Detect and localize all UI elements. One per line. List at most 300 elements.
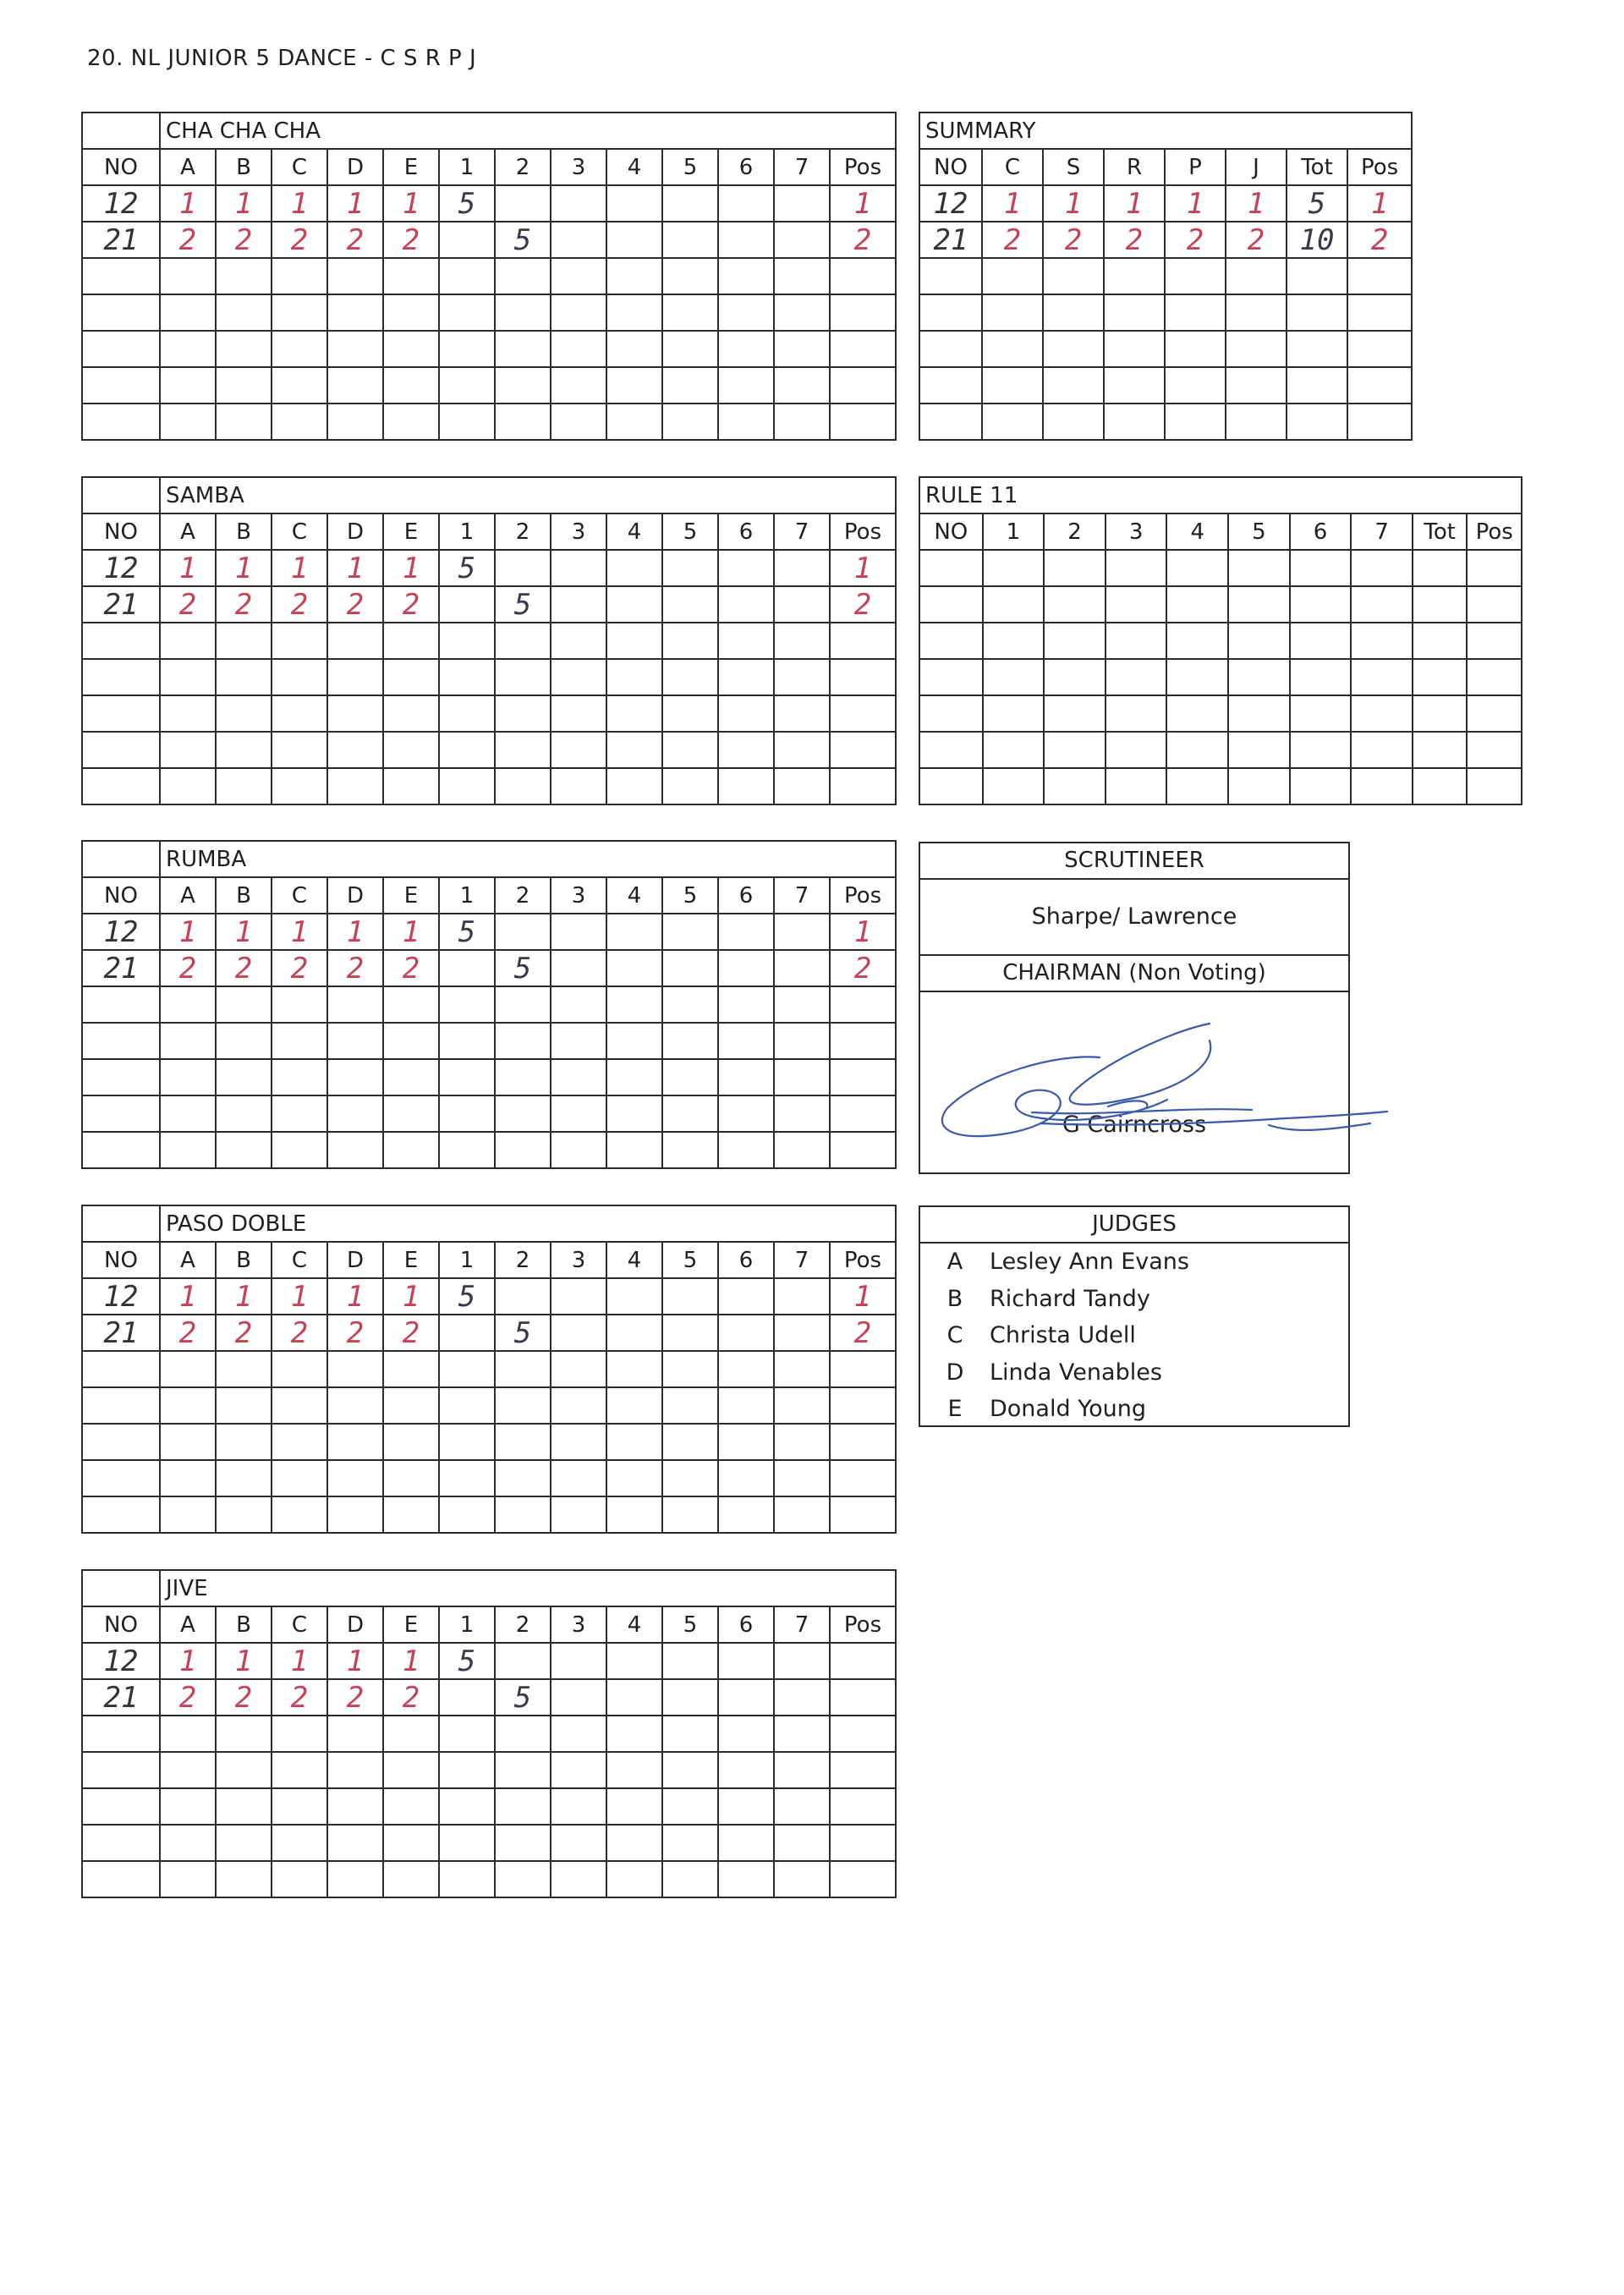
column-header: P: [1165, 149, 1226, 185]
table-cell: 1: [327, 185, 383, 222]
table-cell: [718, 294, 774, 331]
column-header: 2: [495, 1242, 551, 1278]
table-cell: [1351, 586, 1413, 623]
table-cell: [439, 294, 495, 331]
dance-table-jive: [81, 1569, 897, 1898]
table-cell: [495, 1788, 551, 1825]
table-cell: [606, 659, 662, 695]
table-cell: [216, 1424, 272, 1460]
table-cell: [606, 367, 662, 404]
table-cell: [1413, 659, 1468, 695]
table-cell: [774, 950, 830, 986]
table-cell: [82, 1825, 160, 1861]
table-cell: [383, 1788, 439, 1825]
table-cell: [160, 1825, 216, 1861]
table-cell: 12: [919, 185, 982, 222]
table-cell: [1106, 732, 1167, 768]
table-cell: [383, 1059, 439, 1095]
column-header: 2: [495, 1606, 551, 1643]
table-cell: [774, 367, 830, 404]
table-row: [82, 768, 896, 804]
table-cell: [216, 768, 272, 804]
table-cell: [495, 1278, 551, 1315]
table-cell: [551, 1095, 606, 1132]
table-row: [82, 404, 896, 440]
table-cell: 5: [439, 914, 495, 950]
table-cell: [82, 404, 160, 440]
table-cell: [718, 1315, 774, 1351]
table-cell: [272, 331, 327, 367]
table-cell: [383, 732, 439, 768]
table-cell: [160, 1059, 216, 1095]
table-cell: [439, 222, 495, 258]
table-cell: [606, 1424, 662, 1460]
table-cell: 5: [495, 950, 551, 986]
table-cell: [919, 659, 983, 695]
table-cell: [982, 404, 1043, 440]
table-cell: [774, 623, 830, 659]
table-cell: [774, 1059, 830, 1095]
table-cell: [662, 404, 718, 440]
column-header: NO: [82, 1242, 160, 1278]
table-row: [82, 1315, 896, 1351]
table-cell: [774, 1679, 830, 1716]
column-header: C: [272, 1242, 327, 1278]
table-row: [82, 986, 896, 1023]
table-row: [82, 1132, 896, 1168]
table-cell: [1106, 623, 1167, 659]
table-cell: [718, 1023, 774, 1059]
table-cell: 2: [982, 222, 1043, 258]
table-cell: [774, 1788, 830, 1825]
table-cell: [662, 1023, 718, 1059]
table-cell: [983, 695, 1045, 732]
table-row: [82, 331, 896, 367]
table-cell: [1106, 695, 1167, 732]
table-cell: 2: [1226, 222, 1287, 258]
table-cell: [606, 732, 662, 768]
table-cell: [439, 404, 495, 440]
table-cell: [160, 659, 216, 695]
table-cell: [439, 986, 495, 1023]
table-cell: 1: [1043, 185, 1104, 222]
table-cell: [272, 1023, 327, 1059]
table-cell: [82, 695, 160, 732]
dance-name: JIVE: [160, 1570, 896, 1606]
column-header: E: [383, 513, 439, 550]
table-cell: [272, 294, 327, 331]
table-cell: [662, 1679, 718, 1716]
table-cell: [1044, 659, 1106, 695]
judge-name: Lesley Ann Evans: [990, 1249, 1189, 1275]
table-cell: [1351, 695, 1413, 732]
table-cell: [919, 331, 982, 367]
table-cell: [774, 1643, 830, 1679]
column-header: A: [160, 877, 216, 914]
table-cell: [160, 1095, 216, 1132]
table-cell: [774, 1023, 830, 1059]
column-header: C: [272, 1606, 327, 1643]
table-cell: [495, 1424, 551, 1460]
table-cell: 1: [830, 914, 896, 950]
table-cell: [160, 1496, 216, 1533]
table-cell: [1467, 732, 1522, 768]
table-cell: [272, 1095, 327, 1132]
table-cell: [774, 222, 830, 258]
table-cell: [551, 586, 606, 623]
column-header: NO: [919, 149, 982, 185]
table-cell: [327, 1825, 383, 1861]
table-cell: [830, 1387, 896, 1424]
table-cell: [439, 1095, 495, 1132]
table-cell: [160, 695, 216, 732]
table-cell: [606, 695, 662, 732]
table-cell: [551, 1861, 606, 1897]
table-cell: [327, 986, 383, 1023]
table-cell: [272, 1351, 327, 1387]
table-cell: [439, 1351, 495, 1387]
table-cell: [160, 1023, 216, 1059]
judges-label: JUDGES: [920, 1207, 1348, 1244]
table-cell: [718, 695, 774, 732]
table-cell: [383, 1752, 439, 1788]
table-cell: 1: [383, 185, 439, 222]
column-header: 5: [662, 1242, 718, 1278]
chairman-signature: [930, 1007, 1404, 1167]
table-cell: [495, 1643, 551, 1679]
table-cell: 1: [1104, 185, 1165, 222]
table-cell: [662, 294, 718, 331]
table-cell: [82, 1387, 160, 1424]
table-cell: [774, 1825, 830, 1861]
table-row: [82, 1278, 896, 1315]
table-cell: [718, 1387, 774, 1424]
table-cell: [606, 1861, 662, 1897]
table-cell: [774, 294, 830, 331]
table-cell: [919, 258, 982, 294]
table-cell: [830, 1679, 896, 1716]
table-row: [919, 294, 1412, 331]
table-cell: [551, 404, 606, 440]
table-cell: 2: [327, 222, 383, 258]
table-cell: [160, 1387, 216, 1424]
table-cell: [774, 1315, 830, 1351]
column-header: 3: [551, 1242, 606, 1278]
column-header: E: [383, 1606, 439, 1643]
table-cell: [718, 1095, 774, 1132]
table-cell: 21: [82, 222, 160, 258]
column-header: C: [272, 149, 327, 185]
table-cell: [718, 1861, 774, 1897]
table-cell: [495, 1059, 551, 1095]
column-header: 1: [439, 1242, 495, 1278]
table-cell: 1: [830, 1278, 896, 1315]
table-cell: [327, 1424, 383, 1460]
table-cell: [439, 1315, 495, 1351]
table-cell: [606, 1315, 662, 1351]
table-cell: 1: [327, 1278, 383, 1315]
table-row: [919, 222, 1412, 258]
table-cell: [1104, 294, 1165, 331]
table-cell: [551, 185, 606, 222]
table-cell: [551, 986, 606, 1023]
table-cell: [718, 986, 774, 1023]
table-cell: [983, 659, 1045, 695]
column-header: NO: [82, 1606, 160, 1643]
table-cell: [216, 367, 272, 404]
table-cell: [551, 1387, 606, 1424]
table-cell: [1166, 550, 1228, 586]
table-cell: [1351, 768, 1413, 804]
table-cell: [383, 258, 439, 294]
table-cell: [830, 1825, 896, 1861]
column-header: 7: [774, 149, 830, 185]
table-cell: [439, 659, 495, 695]
table-cell: [983, 732, 1045, 768]
table-cell: 2: [160, 222, 216, 258]
table-cell: [830, 367, 896, 404]
table-cell: [606, 768, 662, 804]
table-cell: [495, 550, 551, 586]
table-cell: [1166, 732, 1228, 768]
table-cell: [1413, 695, 1468, 732]
table-cell: [774, 914, 830, 950]
table-cell: [327, 1752, 383, 1788]
table-cell: [1351, 732, 1413, 768]
table-cell: [1290, 732, 1352, 768]
column-header: A: [160, 1606, 216, 1643]
table-row: [82, 1023, 896, 1059]
table-row: [82, 1351, 896, 1387]
table-cell: [160, 1716, 216, 1752]
table-cell: 1: [272, 185, 327, 222]
table-cell: [495, 659, 551, 695]
table-cell: [551, 1643, 606, 1679]
table-cell: [1228, 659, 1290, 695]
table-cell: [718, 1460, 774, 1496]
column-header: Pos: [830, 877, 896, 914]
table-cell: [216, 1387, 272, 1424]
table-cell: [662, 986, 718, 1023]
table-cell: [718, 1825, 774, 1861]
table-cell: [82, 1023, 160, 1059]
table-cell: [327, 623, 383, 659]
table-cell: [383, 1387, 439, 1424]
table-cell: [830, 1861, 896, 1897]
column-header: 6: [718, 1606, 774, 1643]
column-header: A: [160, 149, 216, 185]
table-cell: 5: [439, 1278, 495, 1315]
table-cell: [272, 1424, 327, 1460]
table-cell: [1413, 586, 1468, 623]
table-cell: [1290, 768, 1352, 804]
table-cell: [1166, 659, 1228, 695]
table-cell: [1467, 623, 1522, 659]
table-cell: [606, 1387, 662, 1424]
column-header: A: [160, 513, 216, 550]
table-cell: [216, 986, 272, 1023]
table-cell: [82, 1424, 160, 1460]
table-row: [919, 586, 1522, 623]
table-cell: [272, 1387, 327, 1424]
table-cell: [495, 914, 551, 950]
table-row: [82, 294, 896, 331]
table-cell: [1226, 258, 1287, 294]
column-header: Tot: [1287, 149, 1347, 185]
table-cell: [774, 1095, 830, 1132]
table-cell: [1413, 768, 1468, 804]
table-cell: [439, 1387, 495, 1424]
table-cell: 2: [327, 1315, 383, 1351]
table-cell: [774, 185, 830, 222]
table-cell: [830, 1752, 896, 1788]
blank-corner: [82, 477, 160, 513]
scrutineer-name: Sharpe/ Lawrence: [920, 880, 1348, 956]
table-cell: [551, 732, 606, 768]
table-row: [82, 550, 896, 586]
table-cell: [830, 258, 896, 294]
table-cell: 2: [272, 950, 327, 986]
table-cell: [662, 586, 718, 623]
table-cell: [606, 331, 662, 367]
table-cell: [983, 550, 1045, 586]
table-cell: [662, 1315, 718, 1351]
dance-table-cha-cha-cha: [81, 112, 897, 441]
table-cell: [606, 1023, 662, 1059]
table-cell: [1228, 550, 1290, 586]
table-cell: [160, 986, 216, 1023]
table-cell: [718, 1424, 774, 1460]
column-header: D: [327, 877, 383, 914]
column-header: 5: [662, 513, 718, 550]
table-cell: [1351, 623, 1413, 659]
table-cell: [606, 950, 662, 986]
column-header: 4: [606, 877, 662, 914]
table-cell: [830, 1424, 896, 1460]
table-cell: [216, 1059, 272, 1095]
table-cell: [1043, 367, 1104, 404]
table-cell: 2: [216, 222, 272, 258]
table-cell: 5: [495, 1315, 551, 1351]
dance-name: PASO DOBLE: [160, 1205, 896, 1242]
table-cell: [160, 1861, 216, 1897]
table-cell: [551, 1460, 606, 1496]
table-cell: [718, 1643, 774, 1679]
column-header: 7: [774, 1242, 830, 1278]
table-cell: [830, 1643, 896, 1679]
table-cell: [662, 732, 718, 768]
table-cell: [774, 404, 830, 440]
table-cell: 2: [327, 1679, 383, 1716]
table-cell: [272, 1059, 327, 1095]
column-header: J: [1226, 149, 1287, 185]
table-cell: 1: [160, 1643, 216, 1679]
table-cell: [439, 1752, 495, 1788]
table-cell: [830, 331, 896, 367]
document-title: 20. NL JUNIOR 5 DANCE - C S R P J: [87, 46, 477, 71]
table-cell: [82, 367, 160, 404]
table-cell: [82, 659, 160, 695]
column-header: 5: [1228, 513, 1290, 550]
judge-entry: [920, 1317, 1348, 1354]
table-cell: [919, 367, 982, 404]
column-header: Pos: [830, 1242, 896, 1278]
table-cell: [830, 404, 896, 440]
table-cell: [774, 659, 830, 695]
table-cell: [606, 258, 662, 294]
table-cell: [439, 1825, 495, 1861]
table-row: [82, 732, 896, 768]
table-cell: 2: [160, 586, 216, 623]
table-cell: [774, 695, 830, 732]
table-cell: [718, 623, 774, 659]
table-cell: [774, 1278, 830, 1315]
table-cell: [551, 1679, 606, 1716]
table-cell: [1106, 550, 1167, 586]
table-cell: [1228, 623, 1290, 659]
table-cell: [327, 1788, 383, 1825]
judges-list: [920, 1244, 1348, 1428]
table-cell: [551, 550, 606, 586]
table-cell: 2: [160, 1315, 216, 1351]
table-cell: [82, 1752, 160, 1788]
table-row: [82, 1496, 896, 1533]
judge-entry: [920, 1354, 1348, 1392]
table-row: [82, 914, 896, 950]
table-cell: 21: [82, 950, 160, 986]
column-header: D: [327, 513, 383, 550]
dance-table-samba: [81, 476, 897, 805]
table-row: [82, 1716, 896, 1752]
scrutineer-label: SCRUTINEER: [920, 843, 1348, 880]
table-cell: [439, 1716, 495, 1752]
table-cell: 2: [830, 950, 896, 986]
table-cell: [551, 1132, 606, 1168]
column-header: 6: [718, 877, 774, 914]
table-cell: [383, 1496, 439, 1533]
table-cell: 5: [439, 1643, 495, 1679]
table-cell: 1: [327, 1643, 383, 1679]
table-cell: [919, 294, 982, 331]
table-cell: [606, 1059, 662, 1095]
table-cell: 1: [383, 1278, 439, 1315]
table-cell: [160, 1752, 216, 1788]
table-cell: [718, 1679, 774, 1716]
table-cell: [216, 695, 272, 732]
table-cell: [327, 659, 383, 695]
table-cell: 2: [1043, 222, 1104, 258]
table-cell: [551, 294, 606, 331]
table-cell: [718, 404, 774, 440]
table-cell: [919, 768, 983, 804]
table-cell: [160, 404, 216, 440]
table-row: [82, 1387, 896, 1424]
table-cell: [383, 1351, 439, 1387]
table-cell: [662, 222, 718, 258]
table-cell: [327, 695, 383, 732]
table-cell: 1: [1165, 185, 1226, 222]
table-cell: [606, 1460, 662, 1496]
table-cell: [662, 1387, 718, 1424]
column-header: 5: [662, 149, 718, 185]
column-header: NO: [82, 149, 160, 185]
judge-letter: D: [946, 1359, 964, 1386]
table-cell: [982, 258, 1043, 294]
table-cell: [216, 294, 272, 331]
column-header: 7: [774, 877, 830, 914]
table-cell: [718, 1496, 774, 1533]
table-cell: [495, 1387, 551, 1424]
